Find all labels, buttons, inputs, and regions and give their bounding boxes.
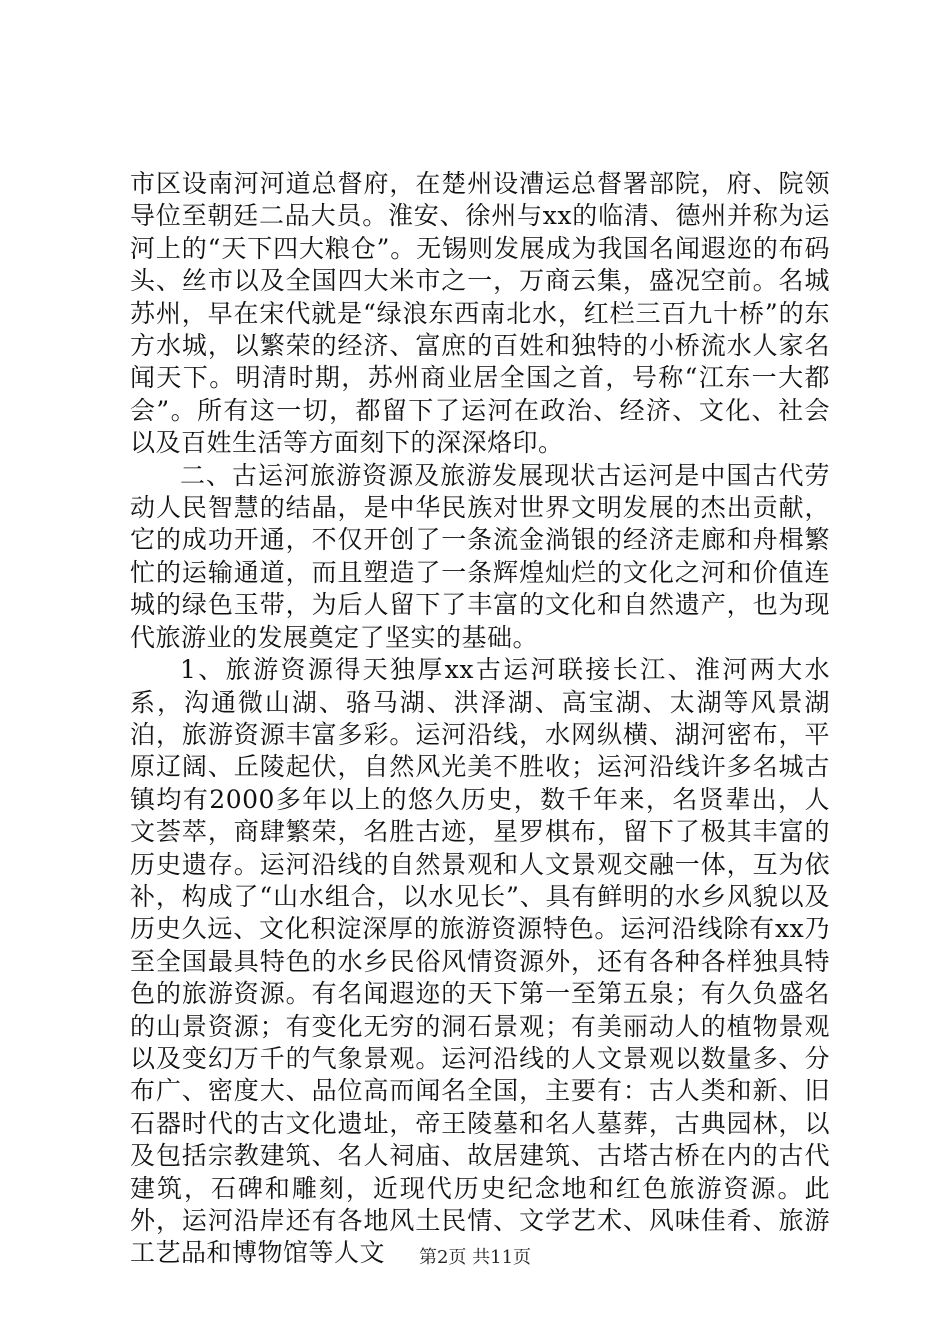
page-footer: 第2页 共11页 [418,1247,532,1268]
paragraph-3: 1、旅游资源得天独厚xx古运河联接长江、淮河两大水系，沟通微山湖、骆马湖、洪泽湖、高宝湖、太湖等风景湖泊，旅游资源丰富多彩。运河沿线，水网纵横、湖河密布，平原辽阔、丘陵起伏，自然风光美不胜收；运河沿线许多名城古镇均有2000多年以上的悠久历史，数千年来，名贤辈出，人文荟萃，商肆繁荣，名胜古迹，星罗棋布，留下了极其丰富的历史遗存。运河沿线的自然景观和人文景观交融一体，互为依补，构成了“山水组合，以水见长”、具有鲜明的水乡风貌以及历史久远、文化积淀深厚的旅游资源特色。运河沿线除有xx乃至全国最具特色的水乡民俗风情资源外，还有各种各样独具特色的旅游资源。有名闻遐迩的天下第一至第五泉；有久负盛名的山景资源；有变化无穷的洞石景观；有美丽动人的植物景观以及变幻万千的气象景观。运河沿线的人文景观以数量多、分布广、密度大、品位高而闻名全国，主要有：古人类和新、旧石器时代的古文化遗址，帝王陵墓和名人墓葬，古典园林，以及包括宗教建筑、名人祠庙、故居建筑、古塔古桥在内的古代建筑，石碑和雕刻，近现代历史纪念地和红色旅游资源。此外，运河沿岸还有各地风土民情、文学艺术、风味佳肴、旅游工艺品和博物馆等人文 [130,655,830,1268]
paragraph-1: 市区设南河河道总督府，在楚州设漕运总督署部院，府、院领导位至朝廷二品大员。淮安、徐州与xx的临清、德州并称为运河上的“天下四大粮仓”。无锡则发展成为我国名闻遐迩的布码头、丝市以及全国四大米市之一，万商云集，盛况空前。名城苏州，早在宋代就是“绿浪东西南北水，红栏三百九十桥”的东方水城，以繁荣的经济、富庶的百姓和独特的小桥流水人家名闻天下。明清时期，苏州商业居全国之首，号称“江东一大都会”。所有这一切，都留下了运河在政治、经济、文化、社会以及百姓生活等方面刻下的深深烙印。 [130,169,830,458]
paragraph-2: 二、古运河旅游资源及旅游发展现状古运河是中国古代劳动人民智慧的结晶，是中华民族对世界文明发展的杰出贡献，它的成功开通，不仅开创了一条流金淌银的经济走廊和舟楫繁忙的运输通道，而且塑造了一条辉煌灿烂的文化之河和价值连城的绿色玉带，为后人留下了丰富的文化和自然遗产，也为现代旅游业的发展奠定了坚实的基础。 [130,460,830,652]
body-text [130,168,830,1270]
